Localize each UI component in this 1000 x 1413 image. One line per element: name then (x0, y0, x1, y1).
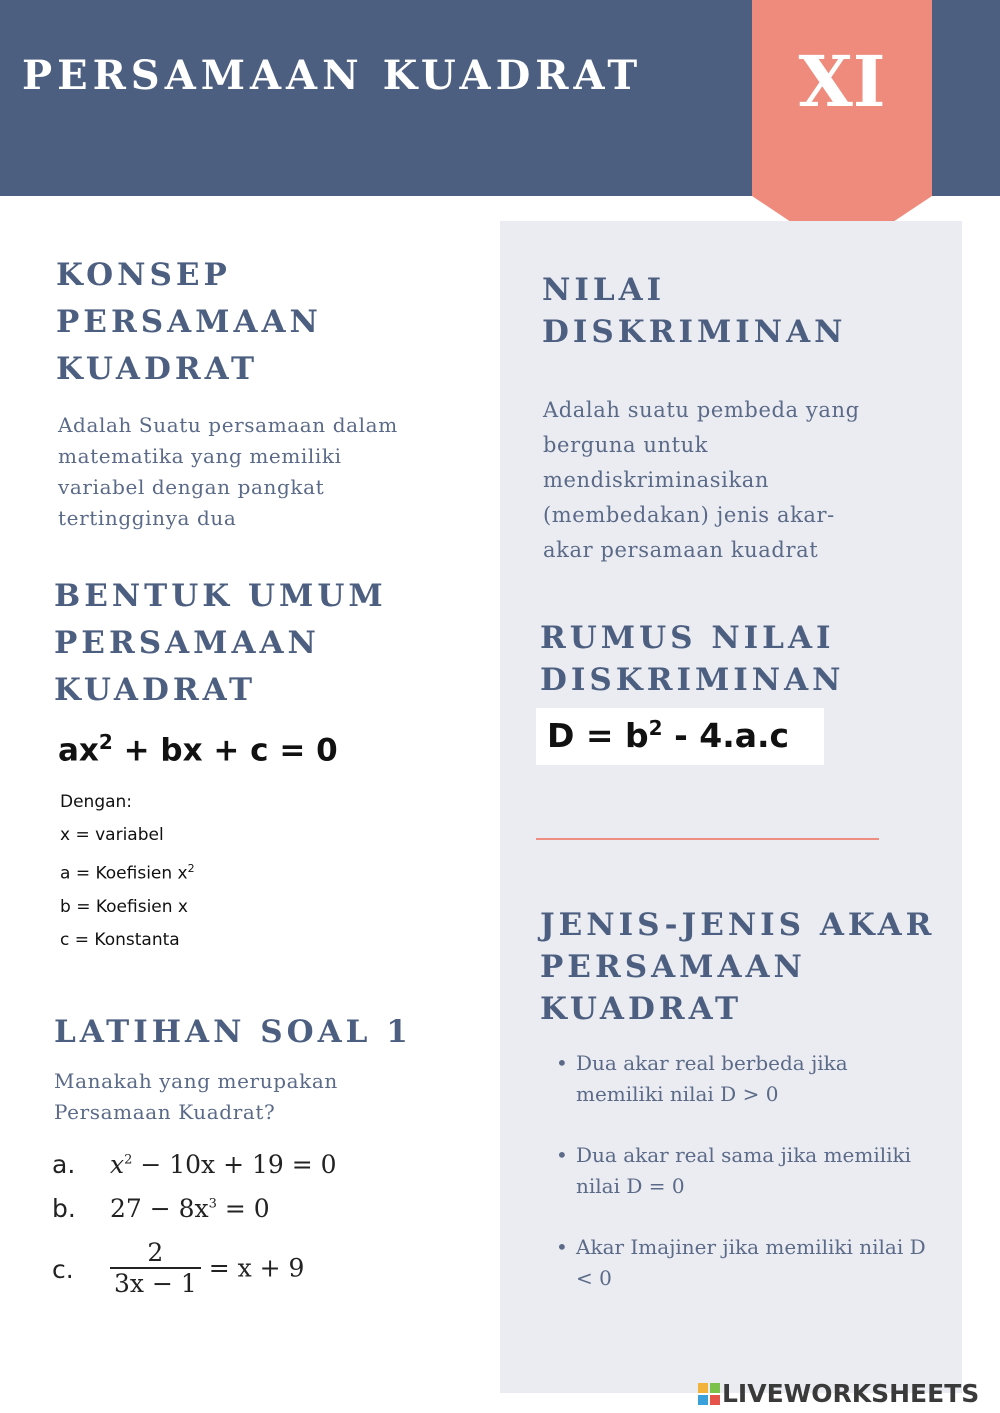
bullet-icon: • (556, 1143, 568, 1167)
rumus-heading: RUMUS NILAI DISKRIMINAN (540, 620, 845, 698)
bentuk-umum-heading: BENTUK UMUM PERSAMAAN KUADRAT (54, 578, 387, 708)
legend-x: x = variabel (60, 825, 164, 845)
latihan-heading: LATIHAN SOAL 1 (54, 1014, 412, 1050)
ribbon-badge (752, 0, 932, 256)
legend-c: c = Konstanta (60, 929, 180, 950)
liveworksheets-logo-icon (698, 1383, 720, 1405)
latihan-question: Manakah yang merupakan Persamaan Kuadrat? (54, 1069, 338, 1124)
list-item: • Dua akar real sama jika memiliki nilai D = 0 (556, 1140, 936, 1202)
root-types-list (556, 1048, 936, 1324)
legend-b: b = Koefisien x (60, 896, 188, 917)
legend-heading: Dengan: (60, 792, 133, 812)
list-item: • Dua akar real berbeda jika memiliki nilai D > 0 (556, 1048, 936, 1110)
page-title: PERSAMAAN KUADRAT (22, 52, 643, 99)
bullet-icon: • (556, 1235, 568, 1259)
list-item: • Akar Imajiner jika memiliki nilai D < 0 (556, 1232, 936, 1294)
konsep-body: Adalah Suatu persamaan dalam matematika yang memiliki variabel dengan pangkat tertingginya dua (58, 413, 398, 530)
nilai-diskriminan-heading: NILAI DISKRIMINAN (542, 272, 847, 350)
jenis-akar-heading: JENIS-JENIS AKAR PERSAMAAN KUADRAT (540, 907, 936, 1027)
konsep-heading: KONSEP PERSAMAAN KUADRAT (56, 257, 322, 387)
nilai-diskriminan-body: Adalah suatu pembeda yang berguna untuk mendiskriminasikan (membedakan) jenis akar- akar persamaan kuadrat (543, 398, 860, 562)
fraction: $\frac{2}{3x - 1}$ (110, 1238, 201, 1298)
class-label: XI (798, 40, 886, 123)
variable-legend (60, 786, 195, 957)
liveworksheets-watermark: LIVEWORKSHEETS (698, 1379, 979, 1408)
legend-a: a = Koefisien $x^2$ (60, 862, 195, 884)
section-divider (536, 838, 879, 840)
bullet-icon: • (556, 1051, 568, 1075)
general-form-equation: $ax^2$ + bx + c = 0 (58, 730, 338, 769)
discriminant-formula: $D = b^2 - 4.a.c$ (547, 716, 790, 755)
